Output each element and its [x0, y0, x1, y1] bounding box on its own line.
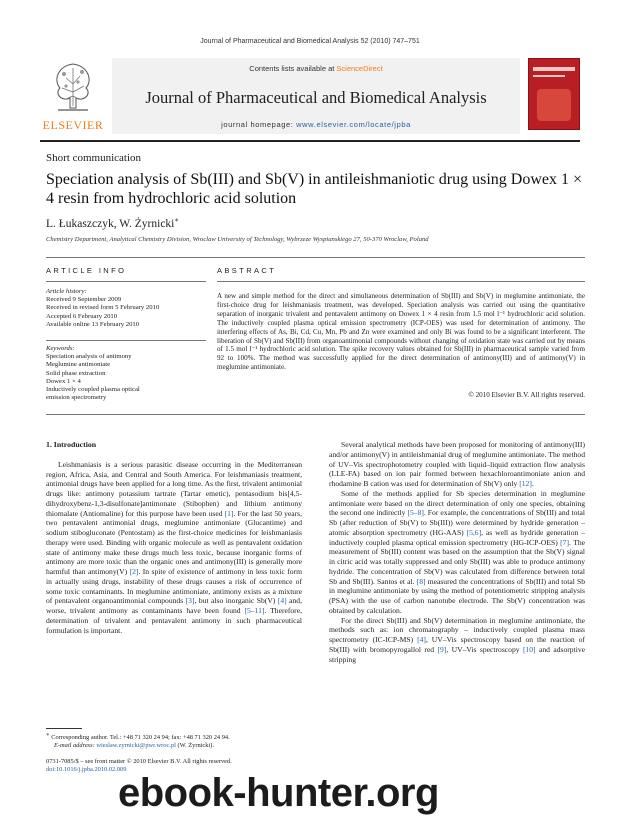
citation-link[interactable]: [8] [416, 576, 426, 586]
abstract-heading: ABSTRACT [217, 266, 277, 275]
journal-title: Journal of Pharmaceutical and Biomedical Analysis [145, 88, 487, 107]
history-item: Received in revised form 5 February 2010 [46, 304, 160, 312]
footnote-mark: ∗ [46, 732, 50, 738]
footnote-divider [46, 728, 82, 729]
body-paragraph: Some of the methods applied for Sb species determination in meglumine antimoniate were based on the direct determination of only one species, obtaining the second one indirectly [5–8]. For example, the concentrations of Sb(III) and total Sb (after reduction of Sb(V) to Sb(III)) were determined by hydride generation – atomic absorption spectrometry (HG-AAS) [5,6], as well as hydride generation – inductively coupled plasma optical emission spectrometry (HG-ICP-OES) [7]. The measurement of Sb(III) content was based on the assumption that the Sb(V) signal in citric acid was totally suppressed and only Sb(III) was able to produce antimony hydride. The concentration of Sb(V) was calculated from difference between total Sb and Sb(III). Santos et al. [8] measured the concentrations of Sb(III) and total Sb in meglumine antimoniate by using the method of potentiometric stripping analysis (PSA) with the use of carbon nanotube electrode. The Sb(V) concentration was obtained by calculation. [329, 488, 586, 615]
footnote-text: Corresponding author. Tel.: +48 71 320 24 94; fax: +48 71 320 24 94. [51, 734, 230, 742]
article-info-heading: ARTICLE INFO [46, 266, 127, 275]
doi-link[interactable]: doi:10.1016/j.jpba.2010.02.009 [46, 766, 127, 774]
citation-link[interactable]: [12] [519, 479, 532, 488]
abstract-copyright: © 2010 Elsevier B.V. All rights reserved. [468, 391, 585, 399]
citation-link[interactable]: [7] [560, 537, 570, 547]
contents-line [112, 64, 520, 73]
abstract-divider [217, 281, 585, 282]
citation-link[interactable]: [5–8] [407, 508, 424, 518]
citation-link[interactable]: [10] [522, 644, 536, 654]
article-type: Short communication [46, 152, 142, 164]
citation-link[interactable]: [1] [224, 508, 234, 518]
keyword-item: emission spectrometry [46, 394, 107, 402]
citation-link[interactable]: [5,6] [466, 527, 482, 537]
article-history [46, 288, 206, 329]
citation-link[interactable]: [4] [417, 635, 426, 644]
email-link[interactable]: wieslaw.zyrnicki@pwr.wroc.pl [96, 742, 176, 750]
cover-image [537, 89, 571, 121]
affiliation-divider [46, 257, 585, 258]
contents-prefix: Contents lists available at [249, 64, 337, 73]
keyword-item: Dowex 1 × 4 [46, 377, 81, 385]
journal-banner [112, 58, 520, 134]
author-names: L. Łukaszczyk, W. Żyrnicki [46, 217, 175, 230]
elsevier-logo[interactable] [40, 58, 106, 134]
issn-line: 0731-7085/$ – see front matter © 2010 Elsevier B.V. All rights reserved. [46, 758, 232, 765]
body-paragraph: Leishmaniasis is a serious parasitic disease occurring in the Mediterranean region, Africa, Asia, and Central and South America. For leishmaniasis treatment, antimonial drugs have been applied for a long time. As the first, trivalent antimonial drugs like: antimony potassium tartrate (Tartar emetic), pentasodium bis[4,5-dihydroxybenz-1,3-disulfonate]antimonate (Stibophen) and lithium antimony thiomalate (Antiomaline) for this purpose have been used [1]. For the last 50 years, two pentavalent antimonial drugs, meglumine antimoniate (Glucantime) and sodium stibogluconate (Pentostam) as the first-choice medicines for leishmaniasis therapy were used. Binding with organic molecule as well as pentavalent oxidation state of antimony make these drugs much less toxic, because inorganic forms of antimony are more toxic than the organic ones and antimony(III) is generally more harmful than antimony(V) [2]. In spite of existence of antimony in less toxic form in actually using drugs, instability of these drugs causes a risk of occurrence of some toxic contaminants. In meglumine antimoniate, antimony exists as a mixture of pentavalent organoantimonial compounds [3], but also inorganic Sb(V) [4] and, worse, trivalent antimony as contaminants have been found [5–11]. Therefore, determination of trivalent and pentavalent antimony in such pharmaceutical formulation is important. [46, 459, 303, 635]
abstract-text: A new and simple method for the direct and simultaneous determination of Sb(III) and Sb(V) in meglumine antimoniate, the first-choice drug for leishmaniasis treatment, was developed. Speciation analysis was carried out using the quantitative separation of inorganic trivalent and pentavalent antimony on Dowex 1 × 4 resin from 1.5 mol l⁻¹ hydrochloric acid solution. The inductively coupled plasma optical emission spectrometry (ICP-OES) was used for determination of antimony. The interfering effects of As, Bi, Cd, Cu, Mn, Pb and Zn were examined and only Bi was found to be a significant interferent. The liberation of Sb(V) and Sb(III) from organoantimonial compounds without changing of oxidation state was carried out by means of 1.5 mol l⁻¹ hydrochloric acid solution. The spike recovery values obtained for Sb(III) in pharmaceutical sample varied from 92 to 100%. The method was successfully applied for the direct determination of antimony(III) and of antimony(V) in meglumine antimoniate. [217, 292, 585, 372]
journal-citation: Journal of Pharmaceutical and Biomedical Analysis 52 (2010) 747–751 [200, 38, 420, 45]
body-column-left [46, 440, 302, 635]
sciencedirect-link[interactable]: ScienceDirect [336, 64, 383, 73]
citation-link[interactable]: [9] [437, 644, 447, 654]
section-heading-introduction: 1. Introduction [46, 440, 97, 449]
footnote [46, 731, 302, 751]
corresponding-author-mark[interactable]: ∗ [174, 216, 180, 224]
homepage-link[interactable]: www.elsevier.com/locate/jpba [296, 120, 411, 129]
author-affiliation: Chemistry Department, Analytical Chemistry Division, Wroclaw University of Technology, Wybrzeze Wyspianskiego 27, 50-370 Wroclaw, Poland [46, 236, 429, 243]
keywords [46, 345, 206, 402]
abstract-bottom-divider [46, 414, 585, 415]
history-label: Article history: [46, 288, 87, 295]
elsevier-tree-icon [48, 58, 98, 114]
journal-cover-thumbnail[interactable] [528, 58, 580, 130]
article-title: Speciation analysis of Sb(III) and Sb(V) in antileishmaniotic drug using Dowex 1 × 4 resin from hydrochloric acid solution [46, 171, 583, 207]
homepage-prefix: journal homepage: [221, 120, 297, 129]
body-column-right [329, 440, 585, 664]
keyword-item: Solid phase extraction [46, 369, 106, 377]
homepage-line [112, 120, 520, 129]
cover-stripe [533, 75, 565, 77]
publisher-name: ELSEVIER [42, 118, 104, 132]
citation-link[interactable]: [5–11] [244, 606, 265, 615]
history-item: Received 9 September 2009 [46, 296, 122, 304]
keyword-item: Speciation analysis of antimony [46, 353, 132, 361]
body-paragraph: For the direct Sb(III) and Sb(V) determination in meglumine antimoniate, the methods such as: ion chromatography – inductively coupled plasma mass spectrometry (IC-ICP-MS) [4], UV–Vis spectroscopy based on the reaction of Sb(III) with bromopyrogallol red [9], UV–Vis spectroscopy [10] and adsorptive stripping [329, 615, 585, 664]
history-item: Available online 13 February 2010 [46, 320, 140, 328]
watermark: ebook-hunter.org [118, 771, 439, 815]
article-info-divider [46, 281, 206, 282]
journal-header [40, 52, 580, 136]
email-suffix: (W. Żyrnicki). [175, 742, 214, 750]
citation-link[interactable]: [3] [185, 596, 195, 606]
keywords-divider [46, 340, 206, 341]
cover-stripe [533, 67, 575, 71]
citation-link[interactable]: [4] [277, 596, 287, 606]
citation-link[interactable]: [2] [129, 567, 139, 576]
body-paragraph: Several analytical methods have been proposed for monitoring of antimony(III) and/or antimony(V) in antileishmanial drug of meglumine antimoniate. The method of UV–Vis spectrophotometry coupled with liquid–liquid extraction flow analysis (LLE-FA) based on ion pair formed between hexachloroantimoniate anion and rhodamine B cation was used for determination of Sb(V) only [12]. [329, 440, 585, 488]
history-item: Accepted 6 February 2010 [46, 312, 118, 320]
email-label: E-mail address: [54, 742, 95, 750]
header-divider [40, 140, 580, 142]
keyword-item: Meglumine antimoniate [46, 361, 111, 369]
article-authors [46, 216, 179, 230]
keyword-item: Inductively coupled plasma optical [46, 386, 140, 394]
keywords-label: Keywords: [46, 345, 75, 352]
